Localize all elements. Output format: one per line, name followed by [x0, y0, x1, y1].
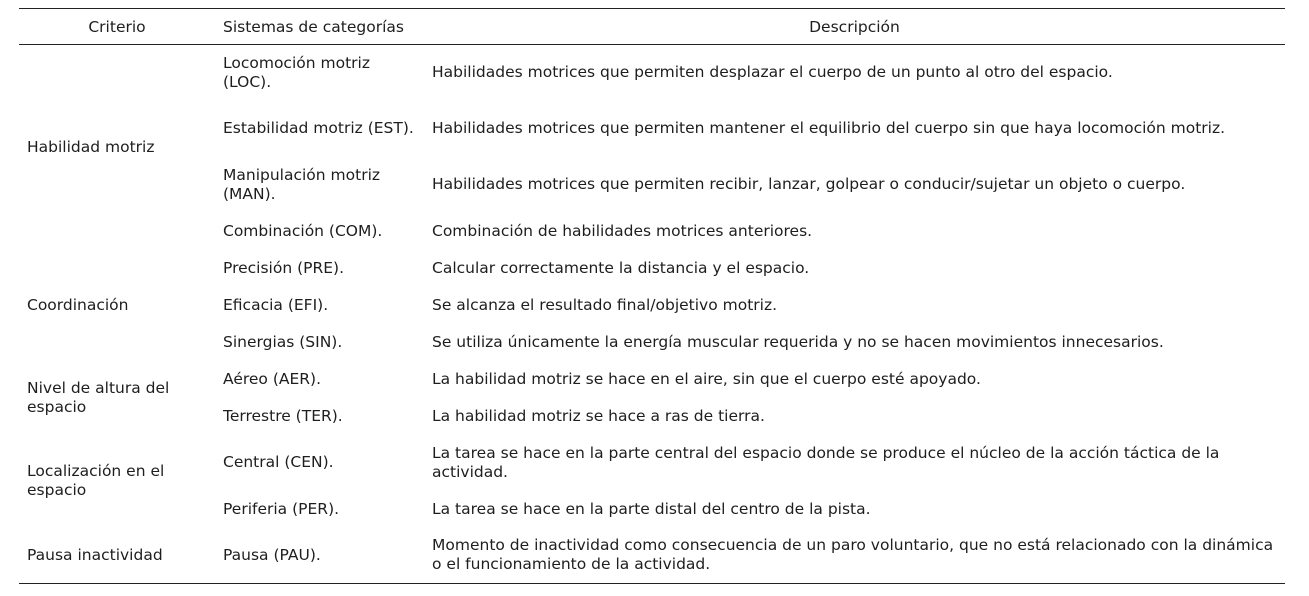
descripcion-cell: La habilidad motriz se hace en el aire, sin que el cuerpo esté apoyado. [432, 369, 981, 388]
descripcion-cell: La tarea se hace en la parte central del espacio donde se produce el núcleo de la acción táctica de la actividad. [432, 443, 1220, 481]
table-row [19, 361, 1285, 398]
descripcion-cell: Se alcanza el resultado final/objetivo motriz. [432, 295, 778, 314]
descripcion-cell: Se utiliza únicamente la energía muscular requerida y no se hacen movimientos innecesarios. [432, 332, 1164, 351]
criterio-cell: Nivel de altura del espacio [27, 378, 170, 416]
criterio-cell: Coordinación [27, 295, 129, 314]
descripcion-cell: Habilidades motrices que permiten mantener el equilibrio del cuerpo sin que haya locomoción motriz. [432, 119, 1226, 137]
categoria-cell: Manipulación motriz (MAN). [223, 165, 381, 203]
categoria-cell: Aéreo (AER). [223, 369, 322, 388]
category-table [19, 8, 1285, 584]
header-sistemas: Sistemas de categorías [215, 9, 424, 45]
descripcion-cell: Calcular correctamente la distancia y el espacio. [432, 258, 810, 277]
categoria-cell: Combinación (COM). [223, 221, 383, 240]
descripcion-cell: Combinación de habilidades motrices anteriores. [432, 221, 813, 240]
table-row [19, 250, 1285, 287]
descripcion-cell: Habilidades motrices que permiten recibir, lanzar, golpear o conducir/sujetar un objeto o cuerpo. [432, 175, 1186, 193]
table-row [19, 45, 1285, 101]
categoria-cell: Periferia (PER). [223, 499, 340, 518]
categoria-cell: Precisión (PRE). [223, 258, 345, 277]
categoria-cell: Locomoción motriz (LOC). [223, 53, 370, 91]
table-header-row [19, 9, 1285, 45]
descripcion-cell: La tarea se hace en la parte distal del centro de la pista. [432, 499, 871, 518]
criterio-cell: Pausa inactividad [19, 528, 215, 584]
descripcion-cell: La habilidad motriz se hace a ras de tierra. [432, 406, 765, 425]
descripcion-cell: Habilidades motrices que permiten desplazar el cuerpo de un punto al otro del espacio. [432, 63, 1113, 82]
categoria-cell: Eficacia (EFI). [223, 295, 329, 314]
categoria-cell: Central (CEN). [223, 453, 334, 471]
categoria-cell: Sinergias (SIN). [223, 332, 343, 351]
categoria-cell: Terrestre (TER). [223, 406, 343, 425]
category-table-container [19, 8, 1285, 584]
header-criterio: Criterio [19, 9, 215, 45]
criterio-cell: Habilidad motriz [27, 137, 155, 156]
categoria-cell: Pausa (PAU). [215, 528, 424, 584]
header-descripcion: Descripción [424, 9, 1285, 45]
criterio-cell: Localización en el espacio [27, 462, 165, 499]
table-row [19, 528, 1285, 584]
descripcion-cell: Momento de inactividad como consecuencia de un paro voluntario, que no está relacionado con la dinámica o el funcionamiento de la actividad. [424, 528, 1285, 584]
table-row [19, 435, 1285, 491]
categoria-cell: Estabilidad motriz (EST). [223, 119, 414, 137]
